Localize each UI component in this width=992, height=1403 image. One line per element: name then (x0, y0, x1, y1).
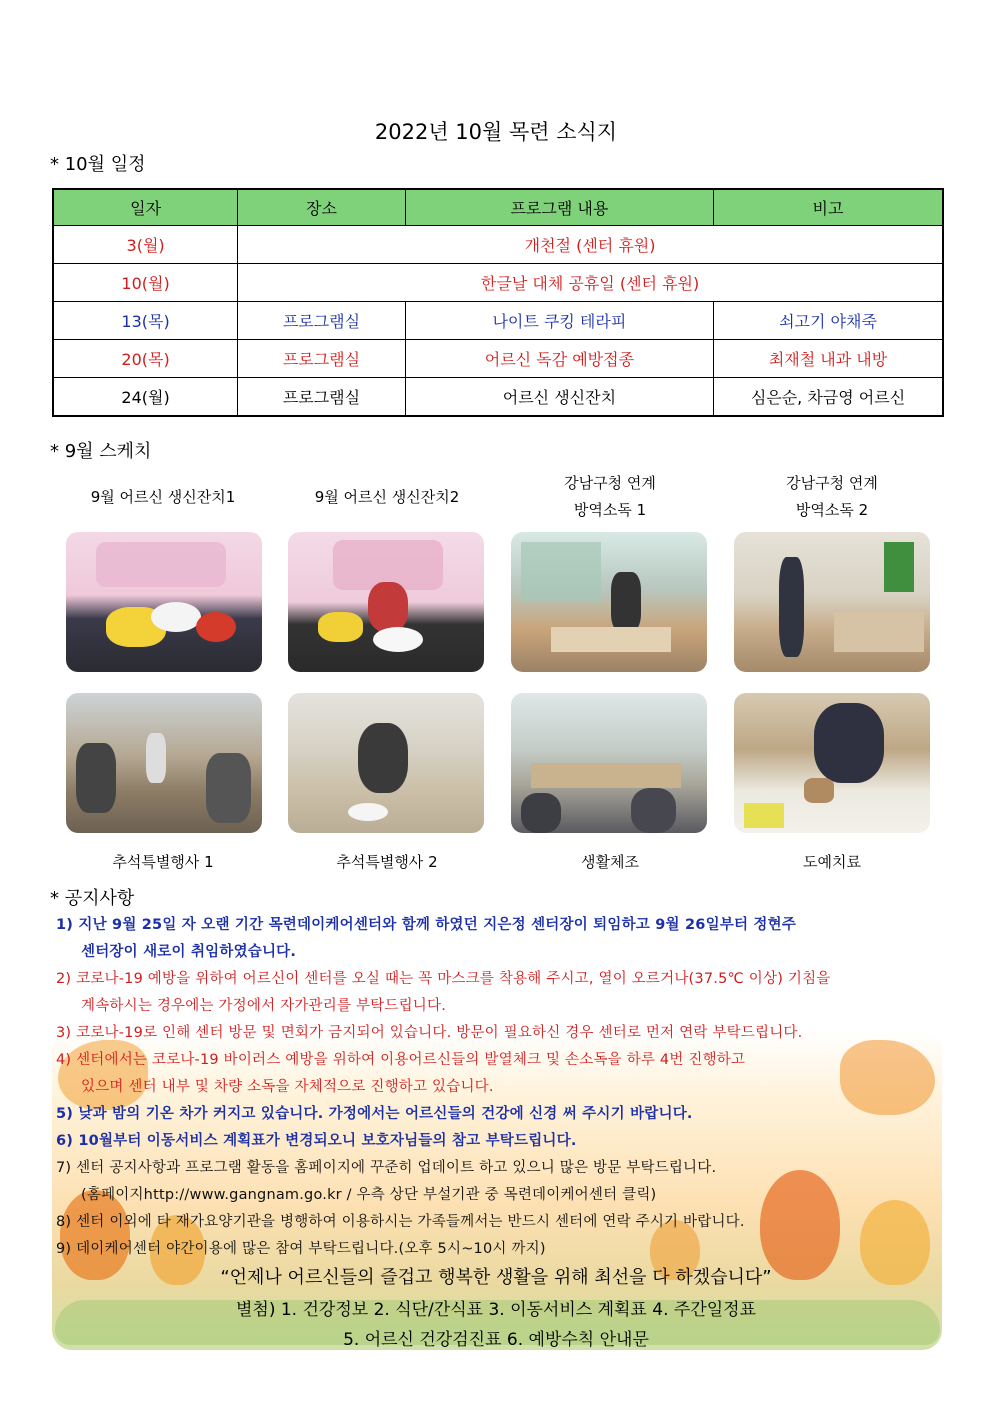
notice-line: 6) 10월부터 이동서비스 계획표가 변경되오니 보호자님들의 참고 부탁드립니다. (56, 1133, 577, 1149)
notice-list (56, 912, 946, 1263)
notice-item (56, 1128, 946, 1155)
caption-line: 강남구청 연계 (564, 474, 656, 492)
notice-item (56, 1236, 946, 1263)
photo-pottery (734, 693, 930, 833)
notice-line: 5) 낮과 밤의 기온 차가 커지고 있습니다. 가정에서는 어르신들의 건강에 신경 써 주시기 바랍니다. (56, 1106, 693, 1122)
column-header-date: 일자 (53, 189, 238, 226)
cell-date: 13(목) (53, 302, 238, 340)
notice-item (56, 1101, 946, 1128)
cell-program: 어르신 생신잔치 (405, 378, 713, 417)
photo-birthday-1 (66, 532, 262, 672)
cell-place: 프로그램실 (238, 378, 406, 417)
caption-line: 강남구청 연계 (786, 474, 878, 492)
notice-item (56, 966, 946, 1020)
cell-place: 프로그램실 (238, 340, 406, 378)
attachments-line-2: 5. 어르신 건강검진표 6. 예방수칙 안내문 (343, 1330, 649, 1350)
closing-motto: “언제나 어르신들의 즐겁고 행복한 생활을 위해 최선을 다 하겠습니다” (220, 1267, 772, 1288)
cell-date: 10(월) (53, 264, 238, 302)
caption-line: 방역소독 1 (573, 501, 647, 519)
notice-item (56, 1020, 946, 1047)
notice-line: 1) 지난 9월 25일 자 오랜 기간 목련데이케어센터와 함께 하였던 지은정 센터장이 퇴임하고 9월 26일부터 정현주 (56, 917, 797, 933)
cell-date: 3(월) (53, 226, 238, 264)
notice-line: 4) 센터에서는 코로나-19 바이러스 예방을 위하여 이용어르신들의 발열체크 및 손소독을 하루 4번 진행하고 (56, 1052, 746, 1068)
cell-program: 어르신 독감 예방접종 (405, 340, 713, 378)
table-row (53, 340, 943, 378)
photo-caption (722, 470, 942, 524)
cell-program: 나이트 쿠킹 테라피 (405, 302, 713, 340)
cell-note: 쇠고기 야채죽 (714, 302, 943, 340)
notice-line: 계속하시는 경우에는 가정에서 자가관리를 부탁드립니다. (81, 998, 447, 1014)
cell-merged: 한글날 대체 공휴일 (센터 휴원) (238, 264, 943, 302)
notice-line: 9) 데이케어센터 야간이용에 많은 참여 부탁드립니다.(오후 5시~10시 까지) (56, 1241, 546, 1257)
caption-line: 9월 어르신 생신잔치2 (314, 488, 460, 506)
notice-line: 8) 센터 이외에 타 재가요양기관을 병행하여 이용하시는 가족들께서는 반드시 센터에 연락 주시기 바랍니다. (56, 1214, 745, 1230)
cell-merged: 개천절 (센터 휴원) (238, 226, 943, 264)
table-row (53, 226, 943, 264)
photo-chuseok-1 (66, 693, 262, 833)
table-row (53, 264, 943, 302)
photo-caption (500, 470, 720, 524)
notice-line: 있으며 센터 내부 및 차량 소독을 자체적으로 진행하고 있습니다. (81, 1079, 494, 1095)
cell-place: 프로그램실 (238, 302, 406, 340)
photo-chuseok-2 (288, 693, 484, 833)
cell-date: 20(목) (53, 340, 238, 378)
notice-item (56, 912, 946, 966)
attachments-line-1: 별첨) 1. 건강정보 2. 식단/간식표 3. 이동서비스 계획표 4. 주간일정표 (235, 1300, 756, 1320)
notice-line: 센터장이 새로이 취임하였습니다. (81, 944, 297, 960)
section-heading-sketch: * 9월 스케치 (50, 441, 152, 462)
schedule-table (52, 188, 944, 417)
photo-disinfection-1 (511, 532, 707, 672)
page-title: 2022년 10월 목련 소식지 (374, 120, 618, 144)
table-header-row (53, 189, 943, 226)
column-header-note: 비고 (714, 189, 943, 226)
notice-line: 2) 코로나-19 예방을 위하여 어르신이 센터를 오실 때는 꼭 마스크를 착용해 주시고, 열이 오르거나(37.5℃ 이상) 기침을 (56, 971, 831, 987)
photo-caption: 생활체조 (581, 853, 639, 871)
notice-item (56, 1047, 946, 1101)
notice-line: 7) 센터 공지사항과 프로그램 활동을 홈페이지에 꾸준히 업데이트 하고 있으니 많은 방문 부탁드립니다. (56, 1160, 717, 1176)
section-heading-schedule: * 10월 일정 (50, 154, 146, 175)
photo-disinfection-2 (734, 532, 930, 672)
photo-caption: 추석특별행사 1 (112, 853, 214, 871)
cell-note: 심은순, 차금영 어르신 (714, 378, 943, 417)
notice-line: 3) 코로나-19로 인해 센터 방문 및 면회가 금지되어 있습니다. 방문이 필요하신 경우 센터로 먼저 연락 부탁드립니다. (56, 1025, 803, 1041)
column-header-place: 장소 (238, 189, 406, 226)
caption-line: 방역소독 2 (795, 501, 869, 519)
table-row (53, 302, 943, 340)
section-heading-notice: * 공지사항 (50, 888, 135, 909)
notice-item (56, 1209, 946, 1236)
cell-note: 최재철 내과 내방 (714, 340, 943, 378)
caption-line: 9월 어르신 생신잔치1 (90, 488, 236, 506)
notice-item (56, 1155, 946, 1209)
cell-date: 24(월) (53, 378, 238, 417)
table-row (53, 378, 943, 417)
photo-exercise (511, 693, 707, 833)
photo-caption: 도예치료 (803, 853, 861, 871)
photo-caption: 추석특별행사 2 (336, 853, 438, 871)
photo-birthday-2 (288, 532, 484, 672)
photo-caption (277, 484, 497, 511)
column-header-program: 프로그램 내용 (405, 189, 713, 226)
notice-line: (홈페이지http://www.gangnam.go.kr / 우측 상단 부설기관 중 목련데이케어센터 클릭) (81, 1187, 657, 1203)
photo-caption (53, 484, 273, 511)
